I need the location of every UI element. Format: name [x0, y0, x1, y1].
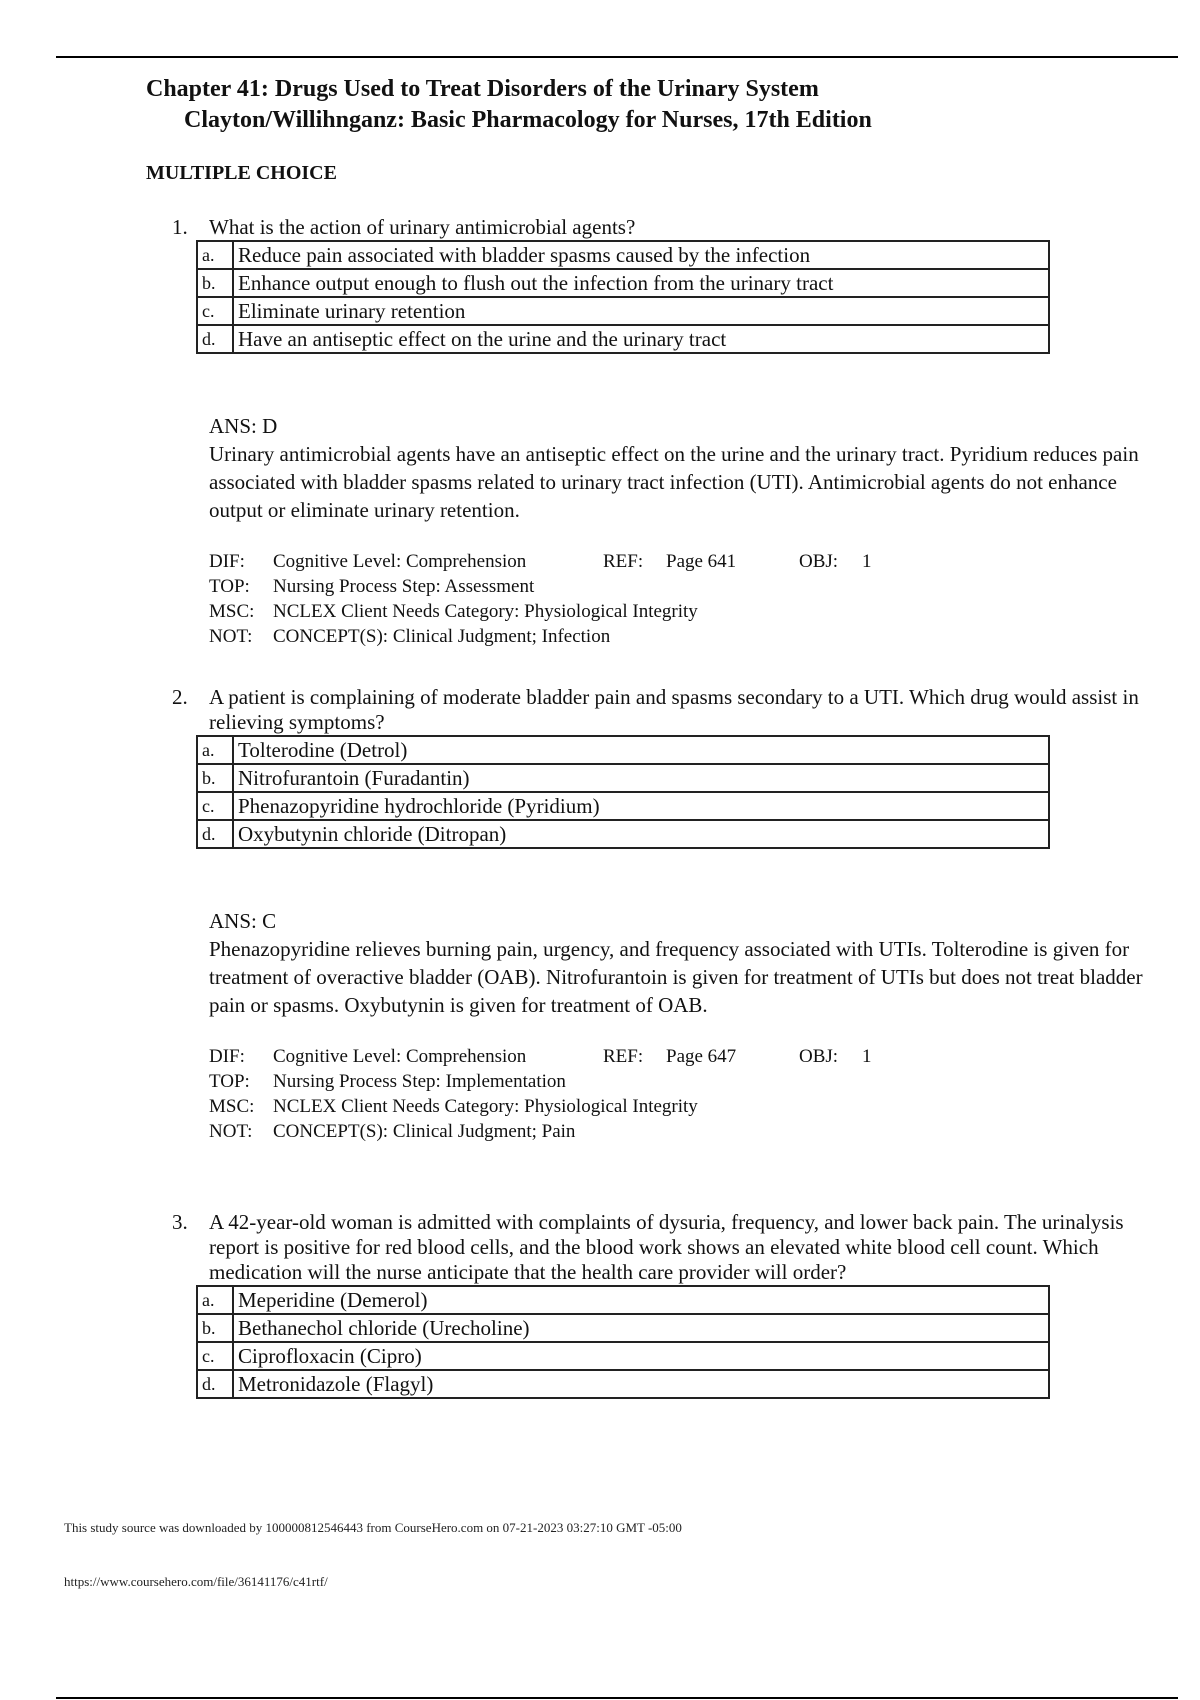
rationale: Phenazopyridine relieves burning pain, urgency, and frequency associated with UTIs. Tolterodine is given for treatment of overactive bladder (OAB). Nitrofurantoin is given for treatment of UTIs but does not treat bladder pain or spasms. Oxybutynin is given for treatment of OAB.	[209, 937, 1143, 1017]
question-text: A patient is complaining of moderate bladder pain and spasms secondary to a UTI. Which drug would assist in relieving symptoms?	[209, 685, 1139, 734]
ref-label: REF:	[603, 1046, 644, 1067]
not-value: CONCEPT(S): Clinical Judgment; Infection	[273, 626, 611, 647]
question-3	[172, 1210, 1152, 1399]
question-metadata	[172, 549, 1152, 649]
choice-row	[197, 297, 1049, 325]
question-text: What is the action of urinary antimicrobial agents?	[209, 215, 636, 239]
choice-letter: b.	[197, 764, 233, 792]
msc-value: NCLEX Client Needs Category: Physiological Integrity	[273, 601, 698, 622]
question-number: 2.	[172, 685, 188, 709]
choice-letter: b.	[197, 269, 233, 297]
choice-row	[197, 1342, 1049, 1370]
choices-table	[196, 1285, 1050, 1399]
choice-letter: c.	[197, 1342, 233, 1370]
download-note: This study source was downloaded by 100000812546443 from CourseHero.com on 07-21-2023 03:27:10 GMT -05:00	[64, 1520, 682, 1535]
bottom-rule	[56, 1697, 1178, 1699]
msc-value: NCLEX Client Needs Category: Physiological Integrity	[273, 1096, 698, 1117]
choice-text: Oxybutynin chloride (Ditropan)	[233, 820, 1049, 848]
top-value: Nursing Process Step: Implementation	[273, 1071, 566, 1092]
top-value: Nursing Process Step: Assessment	[273, 576, 535, 597]
obj-value: 1	[862, 1046, 872, 1067]
msc-label: MSC:	[209, 1096, 255, 1117]
choice-text: Tolterodine (Detrol)	[233, 736, 1049, 764]
chapter-title: Chapter 41: Drugs Used to Treat Disorders of the Urinary System	[146, 76, 819, 102]
source-url[interactable]: https://www.coursehero.com/file/36141176/c41rtf/	[64, 1574, 328, 1589]
question-number: 3.	[172, 1210, 188, 1234]
choices-table	[196, 735, 1050, 849]
dif-value: Cognitive Level: Comprehension	[273, 551, 527, 572]
answer-key: ANS: C	[209, 909, 277, 933]
question-stem	[172, 685, 1152, 735]
question-stem	[172, 1210, 1152, 1285]
answer-key: ANS: D	[209, 414, 278, 438]
choice-letter: d.	[197, 1370, 233, 1398]
choice-row	[197, 325, 1049, 353]
choice-row	[197, 269, 1049, 297]
choice-row	[197, 764, 1049, 792]
choice-row	[197, 1314, 1049, 1342]
choice-row	[197, 792, 1049, 820]
choice-letter: d.	[197, 820, 233, 848]
dif-label: DIF:	[209, 551, 245, 572]
question-text: A 42-year-old woman is admitted with complaints of dysuria, frequency, and lower back pain. The urinalysis report is positive for red blood cells, and the blood work shows an elevated white blood cell count. Which medication will the nurse anticipate that the health care provider will order?	[209, 1210, 1124, 1284]
top-rule	[56, 56, 1178, 58]
ref-value: Page 641	[666, 551, 737, 572]
question-1	[172, 215, 1152, 649]
choice-text: Bethanechol chloride (Urecholine)	[233, 1314, 1049, 1342]
choice-row	[197, 736, 1049, 764]
ref-value: Page 647	[666, 1046, 737, 1067]
choice-text: Metronidazole (Flagyl)	[233, 1370, 1049, 1398]
top-label: TOP:	[209, 576, 250, 597]
choice-letter: c.	[197, 792, 233, 820]
dif-label: DIF:	[209, 1046, 245, 1067]
question-2	[172, 685, 1152, 1144]
not-label: NOT:	[209, 1121, 253, 1142]
choice-text: Ciprofloxacin (Cipro)	[233, 1342, 1049, 1370]
choice-row	[197, 1286, 1049, 1314]
question-stem	[172, 215, 1152, 240]
choice-text: Meperidine (Demerol)	[233, 1286, 1049, 1314]
msc-label: MSC:	[209, 601, 255, 622]
obj-value: 1	[862, 551, 872, 572]
top-label: TOP:	[209, 1071, 250, 1092]
obj-label: OBJ:	[799, 551, 839, 572]
choice-text: Enhance output enough to flush out the infection from the urinary tract	[233, 269, 1049, 297]
choice-letter: a.	[197, 1286, 233, 1314]
choice-text: Eliminate urinary retention	[233, 297, 1049, 325]
choice-letter: b.	[197, 1314, 233, 1342]
book-subtitle: Clayton/Willihnganz: Basic Pharmacology for Nurses, 17th Edition	[184, 107, 872, 133]
document-header	[146, 74, 872, 136]
choice-text: Reduce pain associated with bladder spasms caused by the infection	[233, 241, 1049, 269]
choice-letter: d.	[197, 325, 233, 353]
choice-letter: a.	[197, 241, 233, 269]
question-number: 1.	[172, 215, 188, 239]
ref-label: REF:	[603, 551, 644, 572]
choice-letter: a.	[197, 736, 233, 764]
not-value: CONCEPT(S): Clinical Judgment; Pain	[273, 1121, 576, 1142]
choices-table	[196, 240, 1050, 354]
choice-row	[197, 241, 1049, 269]
not-label: NOT:	[209, 626, 253, 647]
choice-row	[197, 820, 1049, 848]
choice-letter: c.	[197, 297, 233, 325]
choice-row	[197, 1370, 1049, 1398]
dif-value: Cognitive Level: Comprehension	[273, 1046, 527, 1067]
obj-label: OBJ:	[799, 1046, 839, 1067]
rationale: Urinary antimicrobial agents have an antiseptic effect on the urine and the urinary tract. Pyridium reduces pain associated with bladder spasms related to urinary tract infection (UTI). Antimicrobial agents do not enhance output or eliminate urinary retention.	[209, 442, 1139, 522]
choice-text: Nitrofurantoin (Furadantin)	[233, 764, 1049, 792]
question-metadata	[172, 1044, 1152, 1144]
choice-text: Phenazopyridine hydrochloride (Pyridium)	[233, 792, 1049, 820]
choice-text: Have an antiseptic effect on the urine and the urinary tract	[233, 325, 1049, 353]
section-heading: MULTIPLE CHOICE	[146, 162, 337, 184]
